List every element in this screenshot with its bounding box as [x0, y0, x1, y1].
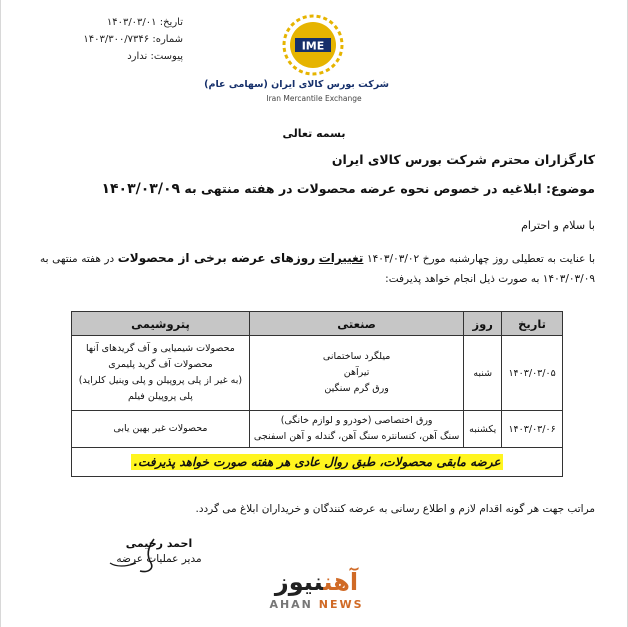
table-row — [72, 336, 563, 411]
row-date: ۱۴۰۳/۰۳/۰۵ — [502, 336, 563, 411]
petrochemical-item: محصولات شیمیایی و آف گریدهای آنها — [86, 343, 235, 354]
row-industrial — [249, 411, 463, 448]
table-note-cell — [72, 448, 563, 477]
ime-logo-icon — [282, 14, 344, 76]
petrochemical-item: محصولات غیر بهین یابی — [113, 423, 208, 434]
industrial-item: ورق گرم سنگین — [324, 383, 389, 394]
watermark-fa-part1: آهن — [323, 568, 359, 596]
row-industrial — [249, 336, 463, 411]
watermark-en-part1: AHAN — [269, 598, 313, 611]
table-note: عرضه مابقی محصولات، طبق روال عادی هر هفته صورت خواهد پذیرفت. — [131, 454, 504, 470]
logo-mark-text: IME — [301, 39, 325, 53]
subject-date: ۱۴۰۳/۰۳/۰۹ — [101, 181, 181, 197]
industrial-item: میلگرد ساختمانی — [322, 351, 391, 362]
body-part2: در هفته منتهی به ۱۴۰۳/۰۳/۰۹ به صورت ذیل انجام خواهد پذیرفت: — [40, 253, 595, 285]
row-day: شنبه — [464, 336, 502, 411]
row-petrochemical — [72, 336, 250, 411]
letter-date: تاریخ: ۱۴۰۳/۰۳/۰۱ — [106, 17, 183, 28]
subject-text: موضوع: ابلاغیه در خصوص نحوه عرضه محصولات در هفته منتهی به — [184, 181, 595, 196]
industrial-item: سنگ آهن، کنسانتره سنگ آهن، گندله و آهن اسفنجی — [253, 431, 460, 442]
letter-number: شماره: ۱۴۰۳/۳۰۰/۷۳۴۶ — [83, 34, 183, 45]
header-petrochemical: پتروشیمی — [72, 312, 250, 336]
logo-company-en: Iran Mercantile Exchange — [266, 94, 362, 103]
ime-logo — [204, 14, 389, 103]
body-highlight: روزهای عرضه برخی از محصولات — [117, 251, 316, 265]
petrochemical-item: (به غیر از پلی پروپیلن و پلی وینیل کلراید) — [78, 375, 243, 386]
greeting: با سلام و احترام — [521, 219, 595, 232]
industrial-item: تیرآهن — [343, 367, 370, 378]
letter-attachment: پیوست: ندارد — [127, 51, 183, 62]
petrochemical-item: محصولات آف گرید پلیمری — [108, 359, 213, 370]
watermark-en-part2: NEWS — [318, 598, 364, 611]
table-note-row — [72, 448, 563, 477]
table-row — [72, 411, 563, 448]
recipient: کارگزاران محترم شرکت بورس کالای ایران — [331, 152, 595, 167]
header-day: روز — [464, 312, 502, 336]
row-day: یکشنبه — [464, 411, 502, 448]
signatory-title: مدیر عملیات عرضه — [116, 553, 202, 565]
logo-company-fa: شرکت بورس کالای ایران (سهامی عام) — [204, 79, 389, 90]
schedule-table — [71, 311, 563, 477]
table-header-row — [72, 312, 563, 336]
header-date: تاریخ — [502, 312, 563, 336]
row-date: ۱۴۰۳/۰۳/۰۶ — [502, 411, 563, 448]
row-petrochemical — [72, 411, 250, 448]
body-part1: با عنایت به تعطیلی روز چهارشنبه مورخ ۱۴۰۳/۰۳/۰۲ — [366, 253, 596, 265]
ahan-news-watermark — [269, 567, 364, 617]
signatory-name: احمد رحیمی — [125, 537, 193, 550]
body-highlight-underlined: تغییرات — [318, 251, 364, 265]
basmala: بسمه تعالی — [282, 127, 346, 140]
watermark-fa — [269, 567, 364, 597]
letter-meta — [63, 14, 183, 65]
watermark-fa-part2: نیوز — [274, 568, 324, 596]
subject — [25, 181, 595, 197]
petrochemical-item: پلی پروپیلن فیلم — [127, 391, 193, 402]
header-industrial: صنعتی — [249, 312, 463, 336]
watermark-en — [269, 598, 364, 611]
body-paragraph — [40, 248, 595, 289]
closing-text: مراتب جهت هر گونه اقدام لازم و اطلاع رسانی به عرضه کنندگان و خریداران ابلاغ می گردد. — [195, 503, 595, 515]
industrial-item: ورق اختصاصی (خودرو و لوازم خانگی) — [280, 415, 433, 426]
